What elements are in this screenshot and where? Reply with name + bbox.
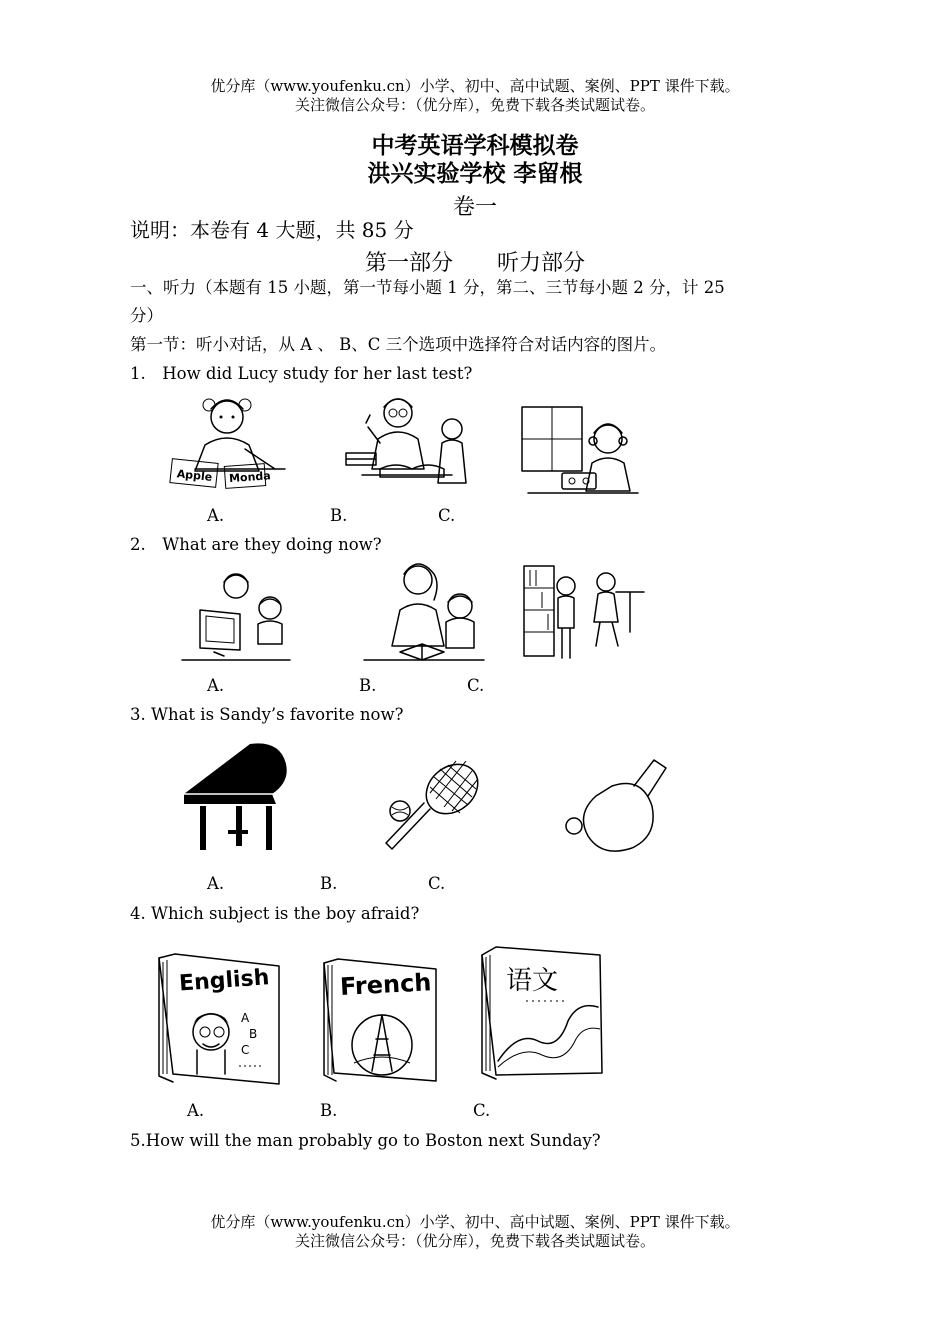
exam-title: 中考英语学科模拟卷 xyxy=(371,132,579,159)
q1-option-a[interactable]: A. xyxy=(207,506,225,525)
section-instruction-cont: 分） xyxy=(130,306,163,325)
q3-picture-b-racket xyxy=(378,757,488,861)
q2-option-a[interactable]: A. xyxy=(207,676,225,695)
q3-option-b[interactable]: B. xyxy=(320,874,338,893)
card-word-monday: Monda xyxy=(228,469,272,486)
q1-picture-b xyxy=(340,393,470,493)
question-3: 3. What is Sandy’s favorite now? xyxy=(130,705,404,724)
q4-option-a[interactable]: A. xyxy=(187,1101,205,1120)
book-letter-b: B xyxy=(249,1027,258,1041)
q3-option-c[interactable]: C. xyxy=(428,874,446,893)
q2-picture-b xyxy=(360,560,490,665)
q1-option-b[interactable]: B. xyxy=(330,506,348,525)
exam-note: 说明：本卷有 4 大题，共 85 分 xyxy=(130,218,414,242)
q4-option-c[interactable]: C. xyxy=(473,1101,491,1120)
q1-picture-c xyxy=(518,403,643,498)
book-title-english: English xyxy=(178,965,271,997)
q3-picture-c-paddle xyxy=(562,752,672,856)
q2-picture-a xyxy=(178,568,293,664)
question-2: 2. What are they doing now? xyxy=(130,535,382,554)
q3-option-a[interactable]: A. xyxy=(207,874,225,893)
q1-picture-a xyxy=(165,393,290,498)
q1-option-c[interactable]: C. xyxy=(438,506,456,525)
section-instruction: 一、听力（本题有 15 小题，第一节每小题 1 分，第二、三节每小题 2 分，计 25 xyxy=(130,278,725,297)
q2-option-b[interactable]: B. xyxy=(359,676,377,695)
book-letter-a: A xyxy=(241,1011,250,1025)
question-5: 5.How will the man probably go to Boston next Sunday? xyxy=(130,1131,601,1150)
q2-option-c[interactable]: C. xyxy=(467,676,485,695)
part-heading: 第一部分 听力部分 xyxy=(364,251,585,276)
q4-option-b[interactable]: B. xyxy=(320,1101,338,1120)
header-line-1: 优分库（www.youfenku.cn）小学、初中、高中试题、案例、PPT 课件下载。 xyxy=(210,77,740,95)
footer-line-1: 优分库（www.youfenku.cn）小学、初中、高中试题、案例、PPT 课件下载。 xyxy=(210,1213,740,1231)
card-word-apple: Apple xyxy=(176,467,213,484)
subsection-instruction: 第一节：听小对话，从 A 、 B、C 三个选项中选择符合对话内容的图片。 xyxy=(130,335,667,354)
volume-label: 卷一 xyxy=(452,195,497,220)
question-1: 1. How did Lucy study for her last test? xyxy=(130,364,473,383)
q3-picture-a-piano xyxy=(180,740,292,852)
q4-picture-a-english-book xyxy=(155,950,283,1085)
q2-picture-c xyxy=(520,562,648,667)
header-line-2: 关注微信公众号：（优分库），免费下载各类试题试卷。 xyxy=(294,96,655,114)
school-author: 洪兴实验学校 李留根 xyxy=(367,160,583,187)
book-title-chinese: 语文 xyxy=(506,966,559,996)
q4-picture-b-french-book xyxy=(318,955,440,1087)
question-4: 4. Which subject is the boy afraid? xyxy=(130,904,420,923)
book-title-french: French xyxy=(339,968,433,1001)
footer-line-2: 关注微信公众号：（优分库），免费下载各类试题试卷。 xyxy=(294,1232,655,1250)
q4-picture-c-chinese-book xyxy=(476,943,604,1083)
book-letter-c: C xyxy=(241,1043,250,1057)
